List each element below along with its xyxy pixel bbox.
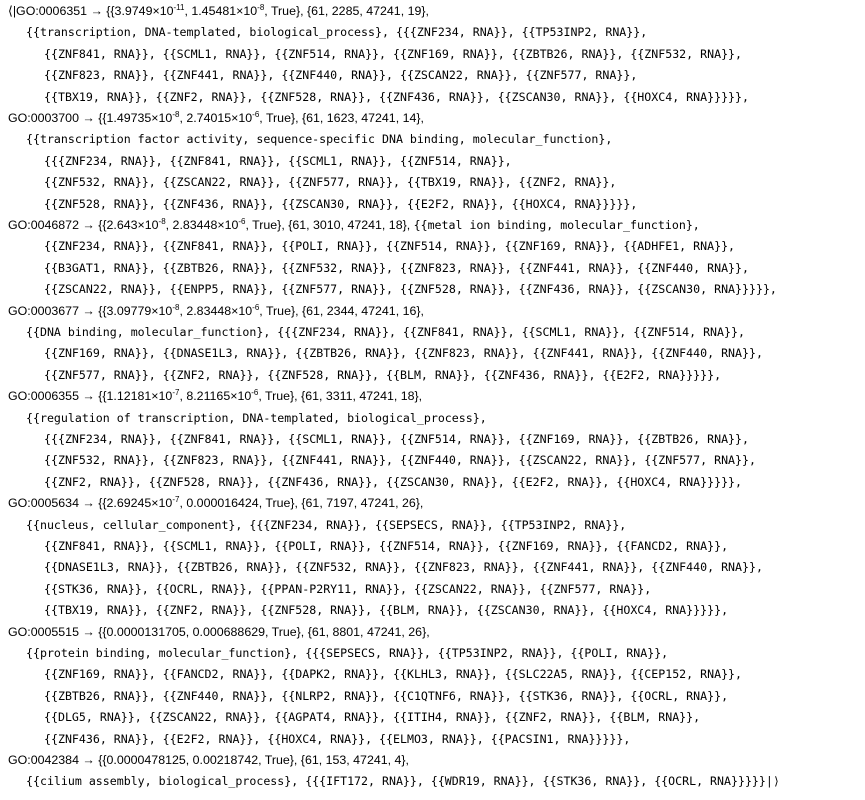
output-text: {{ZNF169, RNA}}, {{DNASE1L3, RNA}}, {{ZBTB26, RNA}}, {{ZNF823, RNA}}, {{ZNF441, RNA}}, {{ZNF440, RNA}}, [44,346,763,361]
output-line [8,750,409,771]
output-text: , True}, {61, 2285, 47241, 19}, [264,4,429,18]
output-text: {{TBX19, RNA}}, {{ZNF2, RNA}}, {{ZNF528, RNA}}, {{BLM, RNA}}, {{ZSCAN30, RNA}}, {{HOXC4, RNA}}}}}, [44,603,729,618]
output-text: {{ZNF169, RNA}}, {{FANCD2, RNA}}, {{DAPK2, RNA}}, {{KLHL3, RNA}}, {{SLC22A5, RNA}}, {{CEP152, RNA}}, [44,667,743,682]
output-text: , True}, {61, 2344, 47241, 16}, [259,303,424,318]
output-text: {{transcription, DNA-templated, biological_process}, {{{ZNF234, RNA}}, {{TP53INP2, RNA}}, [26,25,648,40]
output-line [44,707,700,728]
output-text: GO:0005515 → {{0.0000131705, 0.000688629, True}, {61, 8801, 47241, 26}, [8,624,430,639]
output-line [44,151,512,172]
output-text: GO:0042384 → {{0.0000478125, 0.00218742, True}, {61, 153, 47241, 4}, [8,753,409,767]
output-line [44,472,742,493]
output-line [44,536,728,557]
output-text: {{DNA binding, molecular_function}, {{{ZNF234, RNA}}, {{ZNF841, RNA}}, {{SCML1, RNA}}, {{ZNF514, RNA}}, [26,325,745,339]
output-line [26,408,487,429]
output-text: , 2.83448×10 [179,303,253,318]
output-line [44,65,637,86]
output-line [44,600,728,621]
exponent: -8 [158,216,166,226]
output-text: GO:0003700 → {{1.49735×10 [8,111,173,125]
output-line [8,622,430,643]
output-line [26,322,745,343]
output-line [44,686,728,707]
output-line [26,643,668,664]
output-text: {{DLG5, RNA}}, {{ZSCAN22, RNA}}, {{AGPAT4, RNA}}, {{ITIH4, RNA}}, {{ZNF2, RNA}}, {{BLM, RNA}}, [44,710,701,725]
output-text: GO:0003677 → {{3.09779×10 [8,303,173,318]
exponent: -6 [238,216,246,226]
output-line [26,22,647,43]
output-line [44,236,735,257]
output-text: , 2.83448×10 [165,218,239,232]
exponent: -11 [173,2,185,12]
exponent: -6 [252,302,260,312]
output-text: {{TBX19, RNA}}, {{ZNF2, RNA}}, {{ZNF528, RNA}}, {{ZNF436, RNA}}, {{ZSCAN30, RNA}}, {{HOXC4, RNA}}}}}, [44,89,749,104]
output-line [8,215,700,236]
output-text: {{ZNF841, RNA}}, {{SCML1, RNA}}, {{ZNF514, RNA}}, {{ZNF169, RNA}}, {{ZBTB26, RNA}}, {{ZNF532, RNA}}, [44,46,743,61]
output-line [44,194,637,215]
exponent: -8 [172,109,180,119]
output-line [44,664,742,685]
exponent: -7 [172,495,180,505]
output-line [44,172,616,193]
output-text: {{DNASE1L3, RNA}}, {{ZBTB26, RNA}}, {{ZNF532, RNA}}, {{ZNF823, RNA}}, {{ZNF441, RNA}}, {{ZNF440, RNA}}, [44,560,763,575]
output-line [44,365,721,386]
output-line [8,493,423,514]
output-line [8,1,429,22]
output-line [44,557,763,578]
output-line [44,343,763,364]
output-text: {{STK36, RNA}}, {{OCRL, RNA}}, {{PPAN-P2RY11, RNA}}, {{ZSCAN22, RNA}}, {{ZNF577, RNA}}, [44,581,652,596]
output-text: {{ZNF577, RNA}}, {{ZNF2, RNA}}, {{ZNF528, RNA}}, {{BLM, RNA}}, {{ZNF436, RNA}}, {{E2F2, RNA}}}}}, [44,367,722,382]
output-text: {{ZBTB26, RNA}}, {{ZNF440, RNA}}, {{NLRP2, RNA}}, {{C1QTNF6, RNA}}, {{STK36, RNA}}, {{OCRL, RNA}}, [44,688,729,703]
output-line [26,129,612,150]
output-line [44,450,756,471]
output-line [8,386,422,407]
exponent: -6 [251,388,259,398]
output-text: {{protein binding, molecular_function}, {{{SEPSECS, RNA}}, {{TP53INP2, RNA}}, {{POLI, RNA}}, [26,646,669,660]
output-text: ⟨|GO:0006351 → {{3.9749×10 [8,4,174,18]
output-text: {{metal ion binding, molecular_function}, [413,218,700,232]
output-text: , True}, {61, 1623, 47241, 14}, [259,111,424,125]
output-line [44,279,777,300]
output-line [44,729,630,750]
output-text: {{nucleus, cellular_component}, {{{ZNF234, RNA}}, {{SEPSECS, RNA}}, {{TP53INP2, RNA}}, [26,517,627,532]
output-text: GO:0005634 → {{2.69245×10 [8,496,173,511]
output-text: {{ZNF2, RNA}}, {{ZNF528, RNA}}, {{ZNF436, RNA}}, {{ZSCAN30, RNA}}, {{E2F2, RNA}}, {{HOXC4, RNA}}}}}, [44,474,743,489]
output-text: {{ZNF528, RNA}}, {{ZNF436, RNA}}, {{ZSCAN30, RNA}}, {{E2F2, RNA}}, {{HOXC4, RNA}}}}}, [44,196,638,211]
output-line [44,429,749,450]
output-text: {{B3GAT1, RNA}}, {{ZBTB26, RNA}}, {{ZNF532, RNA}}, {{ZNF823, RNA}}, {{ZNF441, RNA}}, {{ZNF440, RNA}}, [44,260,749,275]
output-line [44,258,749,279]
output-text: {{ZNF234, RNA}}, {{ZNF841, RNA}}, {{POLI, RNA}}, {{ZNF514, RNA}}, {{ZNF169, RNA}}, {{ADHFE1, RNA}}, [44,239,736,254]
output-line [44,87,749,108]
output-line [8,108,424,129]
output-text: {{{ZNF234, RNA}}, {{ZNF841, RNA}}, {{SCML1, RNA}}, {{ZNF514, RNA}}, [44,153,512,168]
output-line [26,771,780,792]
output-text: , 8.21165×10 [179,389,252,404]
output-text: , 1.45481×10 [184,4,258,18]
exponent: -7 [172,388,180,398]
output-line [44,44,742,65]
output-text: , 0.000016424, True}, {61, 7197, 47241, 26}, [179,496,424,511]
output-text: , True}, {61, 3010, 47241, 18}, [245,218,414,232]
output-text: {{ZNF532, RNA}}, {{ZSCAN22, RNA}}, {{ZNF577, RNA}}, {{TBX19, RNA}}, {{ZNF2, RNA}}, [44,175,617,190]
output-text: {{ZNF823, RNA}}, {{ZNF441, RNA}}, {{ZNF440, RNA}}, {{ZSCAN22, RNA}}, {{ZNF577, RNA}}, [44,68,638,83]
output-text: {{ZNF841, RNA}}, {{SCML1, RNA}}, {{POLI, RNA}}, {{ZNF514, RNA}}, {{ZNF169, RNA}}, {{FANCD2, RNA}}, [44,539,729,553]
exponent: -8 [257,2,265,12]
output-text: , 2.74015×10 [179,111,253,125]
output-text: {{ZNF532, RNA}}, {{ZNF823, RNA}}, {{ZNF441, RNA}}, {{ZNF440, RNA}}, {{ZSCAN22, RNA}}, {{ZNF577, RNA}}, [44,453,756,468]
output-text: {{cilium assembly, biological_process}, {{{IFT172, RNA}}, {{WDR19, RNA}}, {{STK36, RNA}}, {{OCRL, RNA}}}}}|⟩ [26,774,780,789]
output-line [26,515,626,536]
output-text: , True}, {61, 3311, 47241, 18}, [258,389,423,404]
output-text: {{regulation of transcription, DNA-templated, biological_process}, [26,410,487,425]
output-line [44,579,651,600]
output-text: GO:0046872 → {{2.643×10 [8,218,159,232]
output-text: {{ZNF436, RNA}}, {{E2F2, RNA}}, {{HOXC4, RNA}}, {{ELMO3, RNA}}, {{PACSIN1, RNA}}}}}, [44,731,631,746]
output-text: {{ZSCAN22, RNA}}, {{ENPP5, RNA}}, {{ZNF577, RNA}}, {{ZNF528, RNA}}, {{ZNF436, RNA}}, {{ZSCAN30, RNA}}}}}, [44,282,777,297]
exponent: -8 [172,302,180,312]
output-text: GO:0006355 → {{1.12181×10 [8,389,173,404]
output-line [8,301,424,322]
exponent: -6 [252,109,260,119]
output-text: {{transcription factor activity, sequence-specific DNA binding, molecular_function}, [26,132,613,147]
output-text: {{{ZNF234, RNA}}, {{ZNF841, RNA}}, {{SCML1, RNA}}, {{ZNF514, RNA}}, {{ZNF169, RNA}}, {{ZBTB26, RNA}}, [44,432,749,446]
